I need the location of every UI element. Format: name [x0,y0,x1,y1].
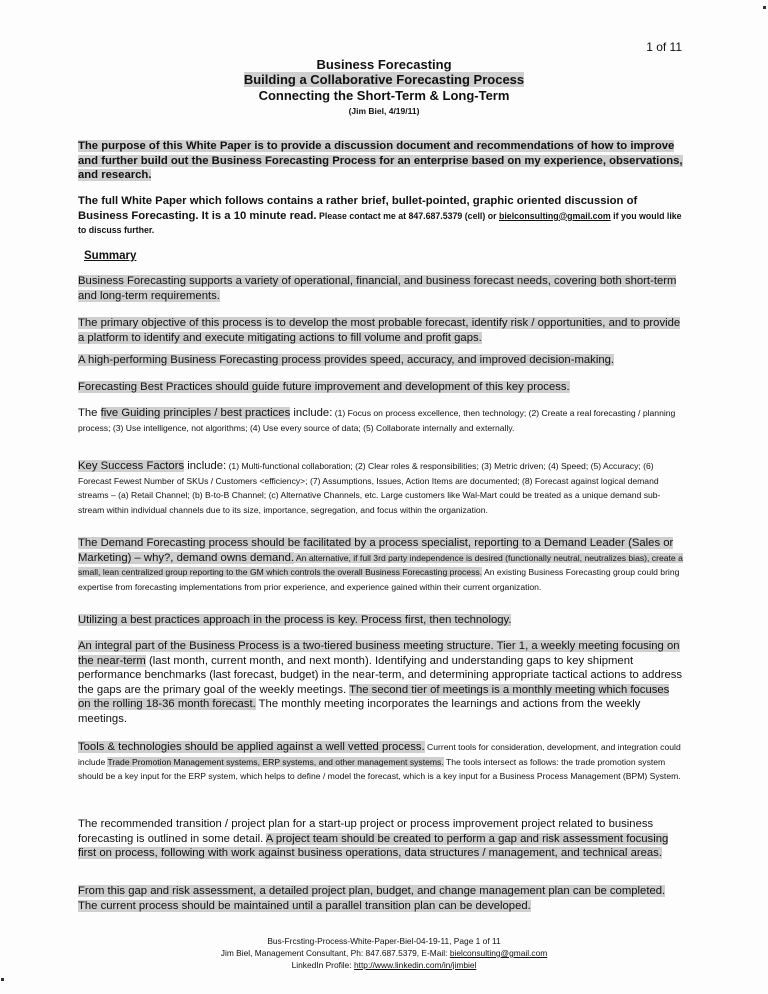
summary-p9: An integral part of the Business Process is a two-tiered business meeting structure. Tier 1, a weekly meeting focusing on the near-term (last month, current month, and next month). Identifying and understanding gaps to key shipment performance benchmarks (last forecast, budget) in the near-term, and determining appropriate tactical actions to address the gaps are the primary goal of the weekly meetings. The second tier of meetings is a monthly meeting which focuses on the rolling 18-36 month forecast. The monthly meeting incorporates the learnings and actions from the weekly meetings. [78,640,683,725]
footer-filename: Bus-Frcsting-Process-White-Paper-Biel-04-19-11, Page 1 of 11 [267,936,501,946]
summary-p8: Utilizing a best practices approach in the process is key. Process first, then technology. [78,614,512,626]
linkedin-link[interactable]: http://www.linkedin.com/in/jimbiel [353,959,477,970]
summary-p6: Key Success Factors include: (1) Multi-functional collaboration; (2) Clear roles & responsibilities; (3) Metric driven; (4) Speed; (5) Accuracy; (6) Forecast Fewest Number of SKUs / Customers <efficiency>; (7) Assumptions, Issues, Action Items are documented; (8) Forecast against logical demand streams – (a) Retail Channel; (b) B-to-B Channel; (c) Alternative Channels, etc. Large customers like Wal-Mart could be treated as a unique demand sub-stream within individual channels due to its size, importance, segregation, and focus within the organization. [78,460,661,515]
summary-heading: Summary [84,250,137,262]
page-indicator: 1 of 11 [646,40,682,54]
fullpaper-paragraph: The full White Paper which follows contains a rather brief, bullet-pointed, graphic oriented discussion of Business Forecasting. It is a 10 minute read. Please contact me at 847.687.5379 (cell) or bielconsulting@gmail.com if you would like to discuss further. [78,195,682,235]
summary-p2: The primary objective of this process is to develop the most probable forecast, identify risk / opportunities, and to provide a platform to identify and execute mitigating actions to fill volume and profit gaps. [78,317,681,344]
summary-p3: A high-performing Business Forecasting process provides speed, accuracy, and improved decision-making. [78,354,615,366]
summary-p7: The Demand Forecasting process should be facilitated by a process specialist, reporting to a Demand Leader (Sales or Marketing) – why?, demand owns demand. An alternative, if full 3rd party independence is desired (functionally neutral, neutralizes bias), create a small, lean centralized group reporting to the GM which controls the overall Business Forecasting process. An existing Business Forecasting group could bring expertise from forecasting implementations from prior experience, and experience gained within their current organization. [78,537,683,592]
summary-p12: From this gap and risk assessment, a detailed project plan, budget, and change management plan can be completed. The current process should be maintained until a parallel transition plan can be developed. [78,885,666,912]
summary-p11: The recommended transition / project plan for a start-up project or process improvement project related to business forecasting is outlined in some detail. A project team should be created to perform a gap and risk assessment focusing first on process, following with work against business operations, data structures / management, and technical areas. [78,818,669,859]
footer-linkedin: LinkedIn Profile: http://www.linkedin.com/in/jimbiel [291,959,477,970]
summary-p5: The five Guiding principles / best practices include: (1) Focus on process excellence, then technology; (2) Create a real forecasting / planning process; (3) Use intelligence, not algorithms; (4) Use every source of data; (5) Collaborate internally and externally. [78,407,676,433]
email-link[interactable]: bielconsulting@gmail.com [498,210,611,221]
author-line: (Jim Biel, 4/19/11) [348,106,420,116]
page-footer [0,936,768,971]
scan-mark [763,6,766,9]
doc-title: Business Forecasting [316,57,452,72]
footer-contact: Jim Biel, Management Consultant, Ph: 847.687.5379, E-Mail: bielconsulting@gmail.com [220,947,548,958]
summary-p1: Business Forecasting supports a variety of operational, financial, and business forecast needs, covering both short-term and long-term requirements. [78,275,677,302]
summary-p10: Tools & technologies should be applied against a well vetted process. Current tools for consideration, development, and integration could include Trade Promotion Management systems, ERP systems, and other management systems. The tools intersect as follows: the trade promotion system should be a key input for the ERP system, which helps to define / model the forecast, which is a key input for a Business Process Management (BPM) System. [78,741,681,781]
doc-subtitle: Building a Collaborative Forecasting Process [243,72,525,87]
purpose-paragraph: The purpose of this White Paper is to provide a discussion document and recommendations of how to improve and further build out the Business Forecasting Process for an enterprise based on my experience, observations, and research. [78,140,683,181]
scan-mark [1,978,4,981]
footer-email-link[interactable]: bielconsulting@gmail.com [449,947,548,958]
summary-p4: Forecasting Best Practices should guide future improvement and development of this key process. [78,381,570,393]
doc-subtitle-2: Connecting the Short-Term & Long-Term [258,88,510,103]
